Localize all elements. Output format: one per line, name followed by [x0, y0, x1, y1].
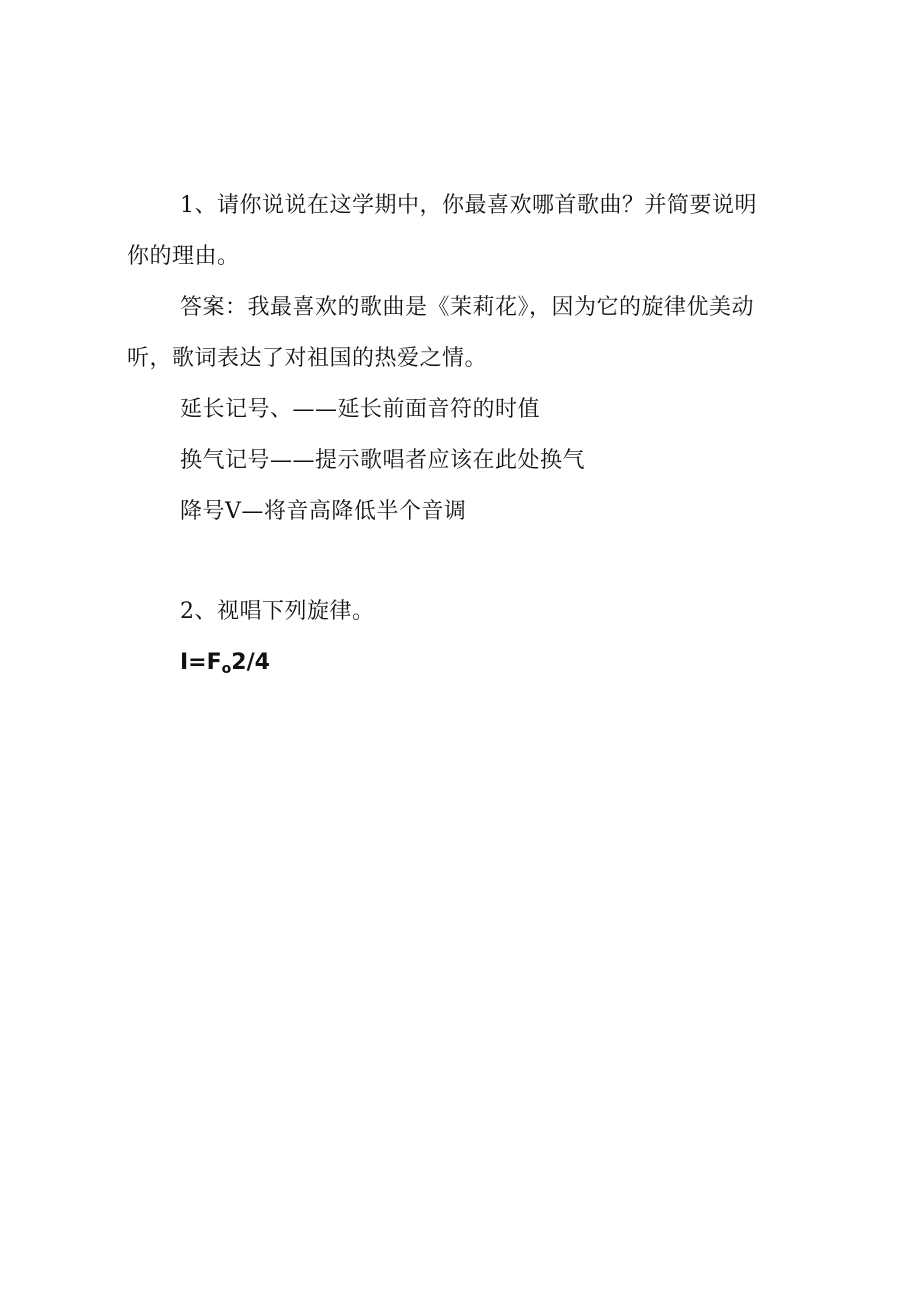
spacer [180, 537, 780, 586]
answer-paragraph [127, 282, 780, 384]
key-signature-time: 2/4 [231, 650, 270, 675]
note-breath-mark: 换气记号——提示歌唱者应该在此处换气 [180, 448, 586, 473]
note-fermata: 延长记号、——延长前面音符的时值 [180, 397, 541, 422]
key-signature [180, 637, 780, 695]
document-body [127, 180, 780, 695]
answer-line-1: 答案：我最喜欢的歌曲是《茉莉花》，因为它的旋律优美动 [180, 295, 755, 320]
question-2: 2、视唱下列旋律。 [180, 599, 375, 624]
note-flat: 降号V—将音高降低半个音调 [180, 499, 467, 524]
question-1-line-2: 你的理由。 [127, 244, 240, 269]
key-signature-sub: o [221, 661, 232, 677]
key-signature-main: I=F [180, 650, 222, 675]
question-1 [127, 180, 780, 282]
question-1-line-1: 1、请你说说在这学期中，你最喜欢哪首歌曲？并简要说明 [180, 193, 757, 218]
answer-line-2: 听，歌词表达了对祖国的热爱之情。 [127, 346, 488, 371]
